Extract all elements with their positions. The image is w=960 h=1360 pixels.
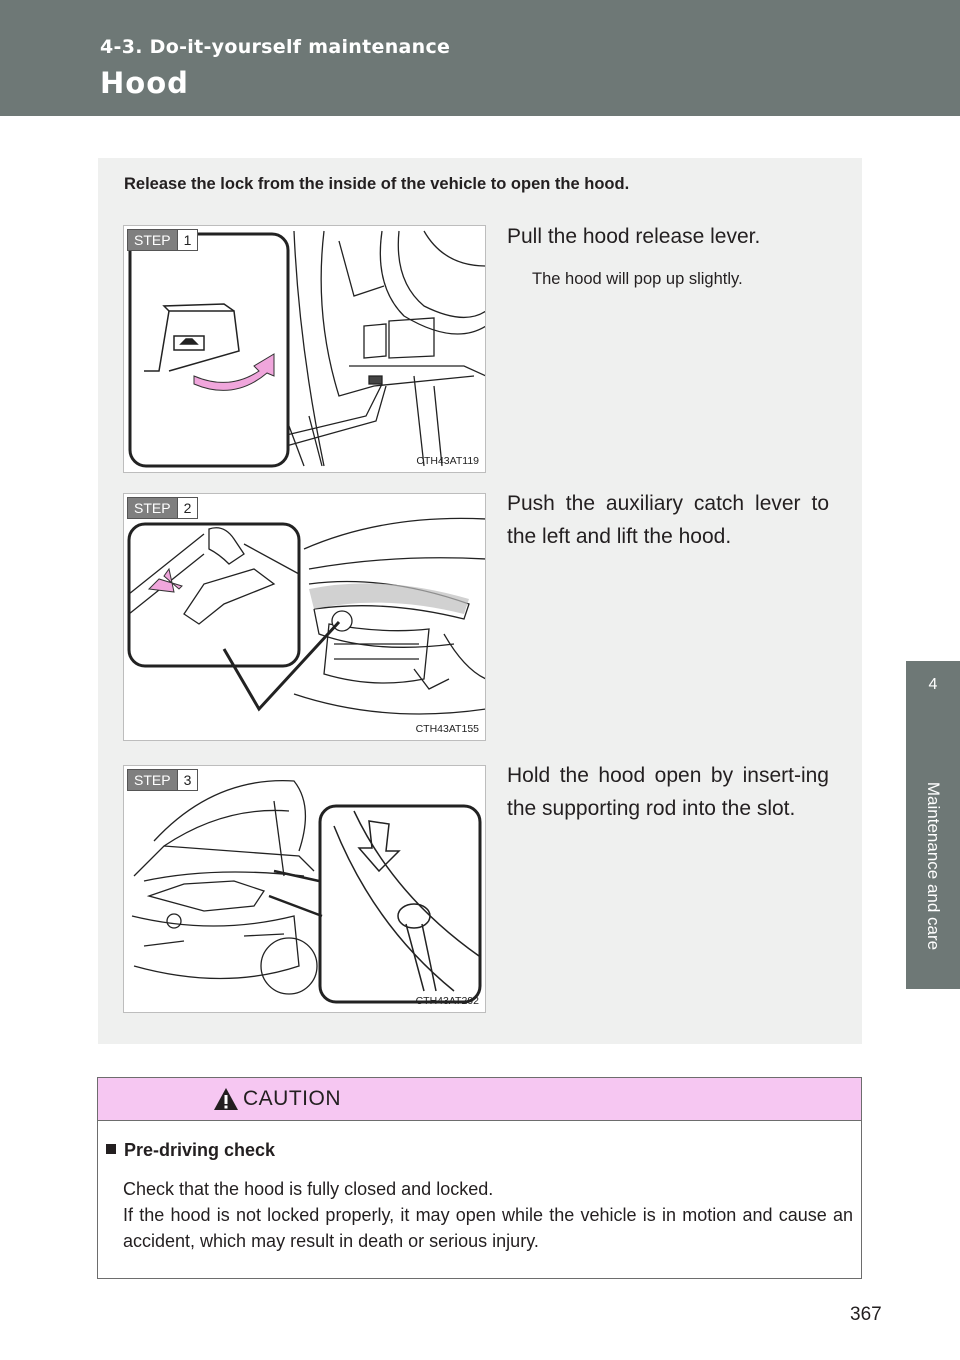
caution-title: CAUTION [243,1087,341,1110]
figure-code: CTH43AT119 [416,455,479,467]
caution-header [98,1078,861,1121]
hood-release-lever-illustration [124,226,486,473]
step-3-figure [123,765,486,1013]
step-2-tag: STEP 2 [127,497,198,519]
page-number: 367 [850,1304,882,1325]
chapter-tab [906,744,960,989]
caution-line: Check that the hood is fully closed and locked. [123,1179,494,1199]
caution-heading: Pre-driving check [106,1140,275,1161]
warning-triangle-icon [213,1087,239,1111]
caution-line: If the hood is not locked properly, it may open while the vehicle is in motion and cause an accident, which may result in death or serious injury. [123,1205,853,1251]
step-1-tag: STEP 1 [127,229,198,251]
support-rod-illustration [124,766,486,1013]
bullet-square-icon [106,1144,116,1154]
section-label: 4-3. Do-it-yourself maintenance [100,36,451,58]
step-2-figure [123,493,486,741]
step-3-tag: STEP 3 [127,769,198,791]
step-1-figure [123,225,486,473]
figure-code: CTH43AT155 [415,723,479,735]
figure-code: CTH43AT292 [415,995,479,1007]
step-2-text: Push the auxiliary catch lever to the left and lift the hood. [507,492,829,548]
chapter-tab-number: 4 [906,661,960,744]
page-header [0,0,960,116]
caution-body [123,1176,853,1254]
page-title: Hood [100,66,189,100]
chapter-tab-label: Maintenance and care [924,781,943,951]
caution-box [97,1077,862,1279]
auxiliary-catch-lever-illustration [124,494,486,741]
step-1-note: The hood will pop up slightly. [532,270,743,288]
step-1-text: Pull the hood release lever. [507,225,761,248]
step-3-text: Hold the hood open by insert-ing the supporting rod into the slot. [507,764,829,820]
intro-text: Release the lock from the inside of the vehicle to open the hood. [124,175,630,193]
